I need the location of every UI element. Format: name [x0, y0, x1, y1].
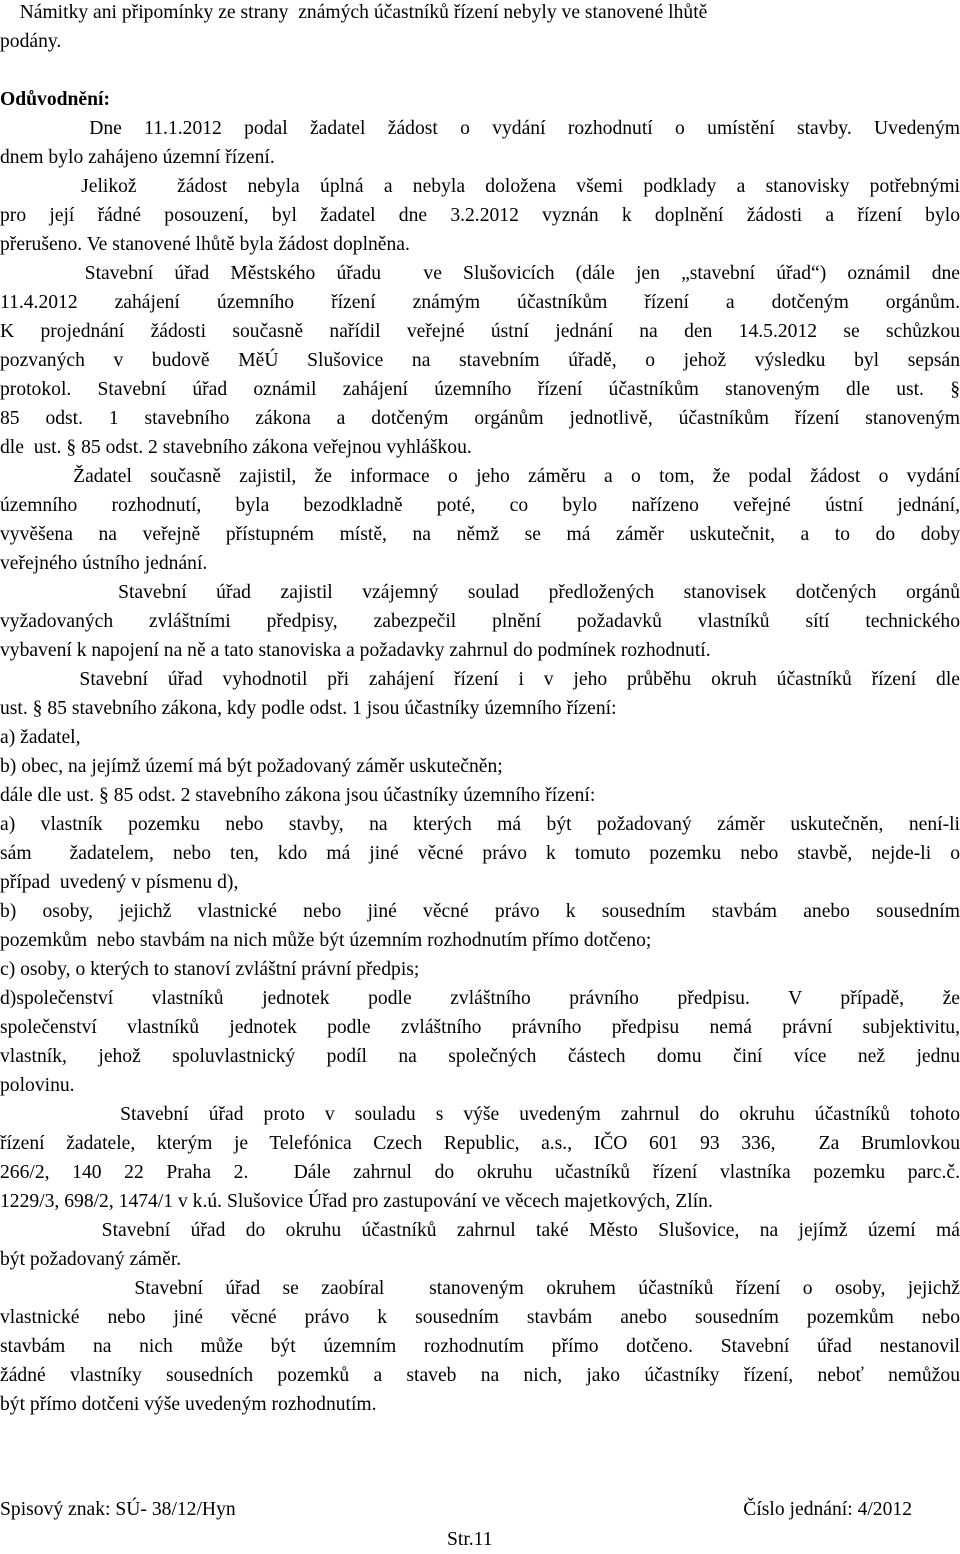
text-line: vyžadovaných zvláštními předpisy, zabezpečil plnění požadavků vlastníků sítí technického	[0, 611, 960, 632]
text-line: Stavební úřad do okruhu účastníků zahrnul také Město Slušovice, na jejímž území má	[0, 1220, 960, 1241]
text-line: řízení žadatele, kterým je Telefónica Czech Republic, a.s., IČO 601 93 336, Za Brumlovkou	[0, 1133, 960, 1154]
text-line: Dne 11.1.2012 podal žadatel žádost o vydání rozhodnutí o umístění stavby. Uvedeným	[0, 118, 960, 139]
text-line: vlastník, jehož spoluvlastnický podíl na společných částech domu činí více než jednu	[0, 1046, 960, 1067]
text-line: Stavební úřad Městského úřadu ve Slušovicích (dále jen „stavební úřad“) oznámil dne	[0, 263, 960, 284]
text-line: a) žadatel,	[0, 727, 81, 748]
page-footer	[0, 1495, 960, 1524]
text-line: Žadatel současně zajistil, že informace o jeho záměru a o tom, že podal žádost o vydání	[0, 466, 960, 487]
text-line: 85 odst. 1 stavebního zákona a dotčeným orgánům jednotlivě, účastníkům řízení stanoveným	[0, 408, 960, 429]
text-line: K projednání žádosti současně nařídil veřejné ústní jednání na den 14.5.2012 se schůzkou	[0, 321, 960, 342]
text-line: d)společenství vlastníků jednotek podle zvláštního právního předpisu. V případě, že	[0, 988, 960, 1009]
text-line: pozvaných v budově MěÚ Slušovice na stavebním úřadě, o jehož výsledku byl sepsán	[0, 350, 960, 371]
text-line: Jelikož žádost nebyla úplná a nebyla doložena všemi podklady a stanovisky potřebnými	[0, 176, 960, 197]
text-line: dále dle ust. § 85 odst. 2 stavebního zákona jsou účastníky územního řízení:	[0, 785, 596, 806]
text-line: dle ust. § 85 odst. 2 stavebního zákona veřejnou vyhláškou.	[0, 437, 472, 458]
text-line: územního rozhodnutí, byla bezodkladně poté, co bylo nařízeno veřejné ústní jednání,	[0, 495, 960, 516]
text-line: společenství vlastníků jednotek podle zvláštního právního předpisu nemá právní subjektivitu,	[0, 1017, 960, 1038]
text-line: dnem bylo zahájeno územní řízení.	[0, 147, 275, 168]
text-line: 266/2, 140 22 Praha 2. Dále zahrnul do okruhu učastníků řízení vlastníka pozemku parc.č.	[0, 1162, 960, 1183]
text-line: případ uvedený v písmenu d),	[0, 872, 239, 893]
text-line: podány.	[0, 31, 62, 52]
text-line: Stavební úřad se zaobíral stanoveným okruhem účastníků řízení o osoby, jejichž	[0, 1278, 960, 1299]
text-line: protokol. Stavební úřad oznámil zahájení územního řízení účastníkům stanoveným dle ust. §	[0, 379, 960, 400]
text-line: c) osoby, o kterých to stanoví zvláštní právní předpis;	[0, 959, 420, 980]
text-line: Stavební úřad vyhodnotil při zahájení řízení i v jeho průběhu okruh účastníků řízení dle	[0, 669, 960, 690]
text-line: přerušeno. Ve stanovené lhůtě byla žádost doplněna.	[0, 234, 410, 255]
text-line: pozemkům nebo stavbám na nich může být územním rozhodnutím přímo dotčeno;	[0, 930, 652, 951]
text-line: Odůvodnění:	[0, 89, 110, 110]
text-line: 1229/3, 698/2, 1474/1 v k.ú. Slušovice Úřad pro zastupování ve věcech majetkových, Zlín.	[0, 1191, 713, 1212]
text-line: stavbám na nich může být územním rozhodnutím přímo dotčeno. Stavební úřad nestanovil	[0, 1336, 960, 1357]
text-line: být požadovaný záměr.	[0, 1249, 182, 1270]
text-line: sám žadatelem, nebo ten, kdo má jiné věcné právo k tomuto pozemku nebo stavbě, nejde-li o	[0, 843, 960, 864]
text-line: polovinu.	[0, 1075, 75, 1096]
text-line: veřejného ústního jednání.	[0, 553, 208, 574]
text-line: Stavební úřad zajistil vzájemný soulad předložených stanovisek dotčených orgánů	[0, 582, 960, 603]
text-line: b) osoby, jejichž vlastnické nebo jiné věcné právo k sousedním stavbám anebo sousedním	[0, 901, 960, 922]
text-line: Námitky ani připomínky ze strany známých účastníků řízení nebyly ve stanovené lhůtě	[0, 2, 708, 23]
file-reference: Spisový znak: SÚ- 38/12/Hyn	[0, 1499, 236, 1520]
text-line: vlastnické nebo jiné věcné právo k sousedním stavbám anebo sousedním pozemkům nebo	[0, 1307, 960, 1328]
text-line: být přímo dotčeni výše uvedeným rozhodnutím.	[0, 1394, 377, 1415]
text-line: žádné vlastníky sousedních pozemků a staveb na nich, jako účastníky řízení, neboť nemůžou	[0, 1365, 960, 1386]
text-line: vybavení k napojení na ně a tato stanoviska a požadavky zahrnul do podmínek rozhodnutí.	[0, 640, 711, 661]
page-number: Str.11	[447, 1529, 493, 1550]
text-line: b) obec, na jejímž území má být požadovaný záměr uskutečněn;	[0, 756, 503, 777]
text-line: pro její řádné posouzení, byl žadatel dne 3.2.2012 vyznán k doplnění žádosti a řízení bylo	[0, 205, 960, 226]
text-line: 11.4.2012 zahájení územního řízení známým účastníkům řízení a dotčeným orgánům.	[0, 292, 960, 313]
text-line: Stavební úřad proto v souladu s výše uvedeným zahrnul do okruhu účastníků tohoto	[0, 1104, 960, 1125]
text-line: ust. § 85 stavebního zákona, kdy podle odst. 1 jsou účastníky územního řízení:	[0, 698, 617, 719]
reference-number: Číslo jednání: 4/2012	[743, 1499, 912, 1520]
text-line: a) vlastník pozemku nebo stavby, na kterých má být požadovaný záměr uskutečněn, není-li	[0, 814, 960, 835]
text-line: vyvěšena na veřejně přístupném místě, na němž se má záměr uskutečnit, a to do doby	[0, 524, 960, 545]
